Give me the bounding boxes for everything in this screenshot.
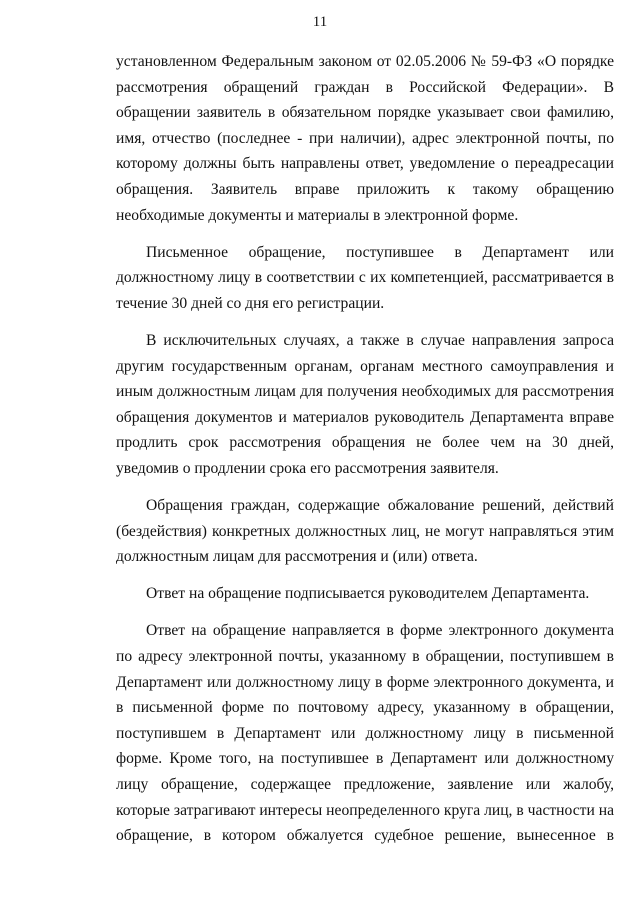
paragraph-3: В исключительных случаях, а также в случае направления запроса другим государственным органам, органам местного самоуправления и иным должностным лицам для получения необходимых для рассмотрения обращения документов и материалов руководитель Департамента вправе продлить срок рассмотрения обращения не более чем на 30 дней, уведомив о продлении срока его рассмотрения заявителя.: [116, 331, 614, 477]
page-number: 11: [312, 14, 328, 30]
paragraph-6: Ответ на обращение направляется в форме электронного документа по адресу электронной почты, указанному в обращении, поступившем в Департамент или должностному лицу в форме электронного документа, и в письменной форме по почтовому адресу, указанному в обращении, поступившем в Департамент или должностному лицу в письменной форме. Кроме того, на поступившее в Департамент или должностному лицу обращение, содержащее предложение, заявление или жалобу, которые затрагивают интересы неопределенного круга лиц, в частности на обращение, в котором обжалуется судебное решение, вынесенное в: [116, 622, 614, 845]
paragraph-4: Обращения граждан, содержащие обжалование решений, действий (бездействия) конкретных должностных лиц, не могут направляться этим должностным лицам для рассмотрения и (или) ответа.: [116, 497, 614, 566]
paragraph-5: Ответ на обращение подписывается руководителем Департамента.: [146, 585, 590, 603]
paragraph-2: Письменное обращение, поступившее в Департамент или должностному лицу в соответствии с их компетенцией, рассматривается в течение 30 дней со дня его регистрации.: [116, 243, 614, 312]
document-body: [116, 49, 614, 860]
paragraph-1: установленном Федеральным законом от 02.05.2006 № 59-ФЗ «О порядке рассмотрения обращений граждан в Российской Федерации». В обращении заявитель в обязательном порядке указывает свои фамилию, имя, отчество (последнее - при наличии), адрес электронной почты, по которому должны быть направлены ответ, уведомление о переадресации обращения. Заявитель вправе приложить к такому обращению необходимые документы и материалы в электронной форме.: [116, 53, 614, 224]
